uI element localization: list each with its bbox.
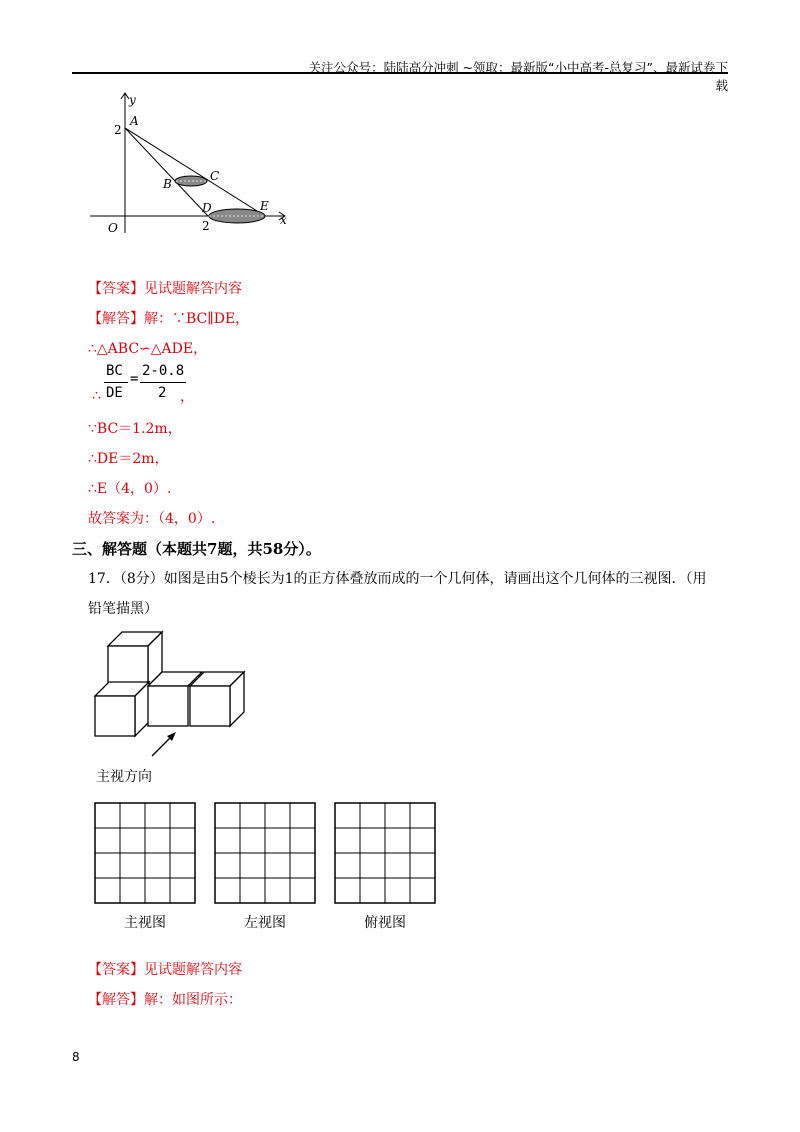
right-cube-front-face (190, 686, 230, 726)
answer-17-line: 【答案】见试题解答内容 (88, 962, 242, 978)
frac-right-denominator: 2 (158, 385, 167, 401)
solution-final: 故答案为：（4，0）. (88, 511, 216, 527)
view-grids (94, 802, 440, 904)
frac-left-denominator: DE (106, 385, 123, 401)
answer-line: 【答案】见试题解答内容 (88, 281, 242, 297)
point-b-label: B (163, 177, 172, 191)
top-view-grid (335, 803, 435, 903)
left-cube-front-face (95, 696, 135, 736)
ratio-equation: BC DE = 2-0.8 2 (106, 363, 185, 401)
left-view-label: 左视图 (244, 915, 286, 931)
frac-right-numerator: 2-0.8 (142, 363, 185, 379)
x-axis-label: x (280, 213, 287, 227)
point-a-label: A (130, 114, 139, 128)
solution-line: 【解答】解：∵BC∥DE， (88, 311, 250, 327)
solution-step-e: ∴E（4，0）. (88, 481, 172, 497)
front-view-grid (95, 803, 195, 903)
front-view-label: 主视图 (124, 915, 166, 931)
point-e-label: E (260, 199, 269, 213)
x-tick-label: 2 (202, 219, 210, 233)
header-divider (72, 72, 728, 74)
frac-suffix: ， (180, 389, 194, 405)
solution-step-bc: ∵BC＝1.2m， (88, 421, 182, 437)
ellipse-bc (175, 176, 207, 186)
point-c-label: C (210, 169, 220, 183)
point-d-label: D (202, 201, 212, 215)
section-title: 三、解答题（本题共7题，共58分）。 (72, 540, 321, 558)
frac-prefix: ∴ (92, 388, 101, 404)
left-view-grid (215, 803, 315, 903)
view-direction-arrow (152, 736, 172, 756)
coordinate-figure (80, 88, 300, 238)
solution-step-similar: ∴△ABC∽△ADE， (88, 341, 208, 357)
y-tick-label: 2 (114, 123, 122, 137)
solution-step-de: ∴DE＝2m， (88, 451, 169, 467)
page-header-text: 关注公众号：陆陆高分冲刺 ~领取：最新版“小中高考-总复习”、最新试卷下载 (308, 60, 728, 93)
frac-right-bar (140, 382, 186, 383)
question-17-line1: 17．（8分）如图是由5个棱长为1的正方体叠放而成的一个几何体，请画出这个几何体的三视图．（用 (88, 571, 707, 587)
frac-left-bar (104, 382, 128, 383)
top-view-label: 俯视图 (364, 915, 406, 931)
top-cube-front-face (108, 646, 148, 686)
y-axis-label: y (129, 93, 136, 107)
cube-figure (90, 628, 250, 758)
origin-label: O (108, 221, 118, 235)
frac-left-numerator: BC (106, 363, 123, 379)
middle-cube-front-face (148, 686, 188, 726)
solution-17-line: 【解答】解：如图所示： (88, 992, 242, 1008)
view-direction-label: 主视方向 (96, 769, 152, 785)
question-17-line2: 铅笔描黑） (88, 601, 158, 617)
page-number: 8 (72, 1050, 80, 1064)
